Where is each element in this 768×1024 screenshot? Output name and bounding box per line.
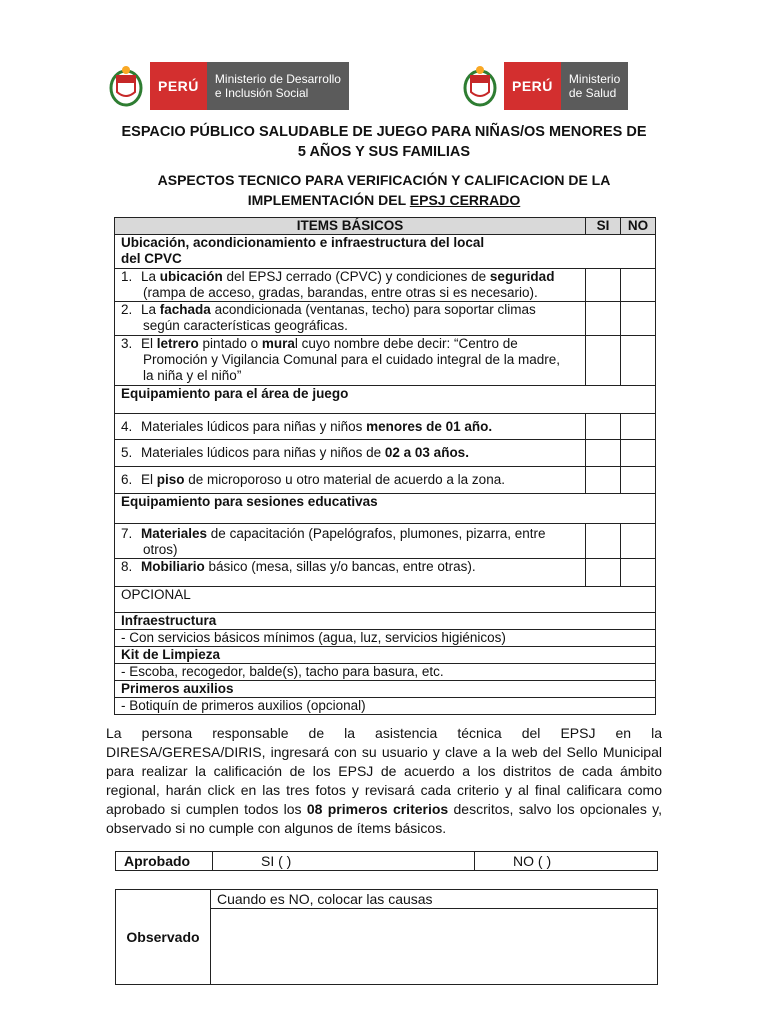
list-item: - Con servicios básicos mínimos (agua, luz, servicios higiénicos)	[115, 630, 656, 647]
table-row: 8. Mobiliario básico (mesa, sillas y/o bancas, entre otras).	[115, 559, 656, 587]
section-heading: Kit de Limpieza	[115, 647, 656, 664]
table-row: 5. Materiales lúdicos para niñas y niños de 02 a 03 años.	[115, 440, 656, 467]
checkbox-no[interactable]	[621, 269, 656, 302]
checkbox-si[interactable]	[586, 414, 621, 440]
table-row: 7. Materiales de capacitación (Papelógrafos, plumones, pizarra, entre otros)	[115, 524, 656, 559]
table-row: 3. El letrero pintado o mural cuyo nombre debe decir: “Centro de Promoción y Vigilancia Comunal para el cuidado integral de la madre, la niña y el niño”	[115, 336, 656, 386]
section-heading: Equipamiento para sesiones educativas	[115, 494, 656, 524]
section-heading: Equipamiento para el área de juego	[115, 386, 656, 414]
observed-hint: Cuando es NO, colocar las causas	[211, 890, 658, 909]
section-heading: Infraestructura	[115, 613, 656, 630]
checkbox-si[interactable]	[586, 440, 621, 467]
ministry-name: Ministerio de Salud	[561, 62, 628, 110]
checkbox-no[interactable]	[621, 467, 656, 494]
checkbox-no[interactable]	[621, 414, 656, 440]
ministry-name: Ministerio de Desarrollo e Inclusión Social	[207, 62, 349, 110]
document-title: ESPACIO PÚBLICO SALUDABLE DE JUEGO PARA NIÑAS/OS MENORES DE 5 AÑOS Y SUS FAMILIAS	[121, 124, 647, 160]
header-no: NO	[621, 218, 656, 235]
checkbox-si[interactable]	[586, 467, 621, 494]
approved-table	[115, 851, 658, 871]
items-table	[114, 217, 656, 715]
peru-brand: PERÚ	[504, 62, 561, 110]
section-heading: Primeros auxilios	[115, 681, 656, 698]
coat-of-arms-icon	[108, 64, 144, 108]
checkbox-no[interactable]	[621, 336, 656, 386]
checkbox-si[interactable]	[586, 302, 621, 336]
checkbox-no[interactable]	[621, 524, 656, 559]
instructions-paragraph: La persona responsable de la asistencia técnica del EPSJ en la DIRESA/GERESA/DIRIS, ingresará con su usuario y clave a la web del Sello Municipal para realizar la calificación de los EPSJ de acuerdo a los distritos de cada ámbito regional, harán click en las tres fotos y revisará cada criterio y al final calificara como aprobado si cumplen todos los 08 primeros criterios descritos, salvo los opcionales y, observado si no cumple con algunos de ítems básicos.	[106, 725, 662, 836]
section-heading: Ubicación, acondicionamiento e infraestructura del local del CPVC	[115, 235, 656, 269]
minsa-logo	[462, 62, 628, 110]
approved-label: Aprobado	[116, 852, 213, 871]
checkbox-si[interactable]	[586, 524, 621, 559]
optional-heading: OPCIONAL	[115, 587, 656, 613]
checkbox-si[interactable]	[586, 559, 621, 587]
observed-label: Observado	[116, 890, 211, 985]
header-items: ITEMS BÁSICOS	[115, 218, 586, 235]
table-row: 4. Materiales lúdicos para niñas y niños menores de 01 año.	[115, 414, 656, 440]
table-row: 2. La fachada acondicionada (ventanas, techo) para soportar climas según características geográficas.	[115, 302, 656, 336]
checkbox-si[interactable]	[586, 336, 621, 386]
checkbox-no[interactable]	[621, 559, 656, 587]
checkbox-no[interactable]	[621, 440, 656, 467]
midis-logo	[108, 62, 349, 110]
peru-brand: PERÚ	[150, 62, 207, 110]
observed-table	[115, 889, 658, 985]
checkbox-no[interactable]	[621, 302, 656, 336]
list-item: - Botiquín de primeros auxilios (opcional)	[115, 698, 656, 715]
list-item: - Escoba, recogedor, balde(s), tacho para basura, etc.	[115, 664, 656, 681]
observed-causes-field[interactable]	[211, 909, 658, 985]
document-subtitle: ASPECTOS TECNICO PARA VERIFICACIÓN Y CALIFICACION DE LA IMPLEMENTACIÓN DEL EPSJ CERRADO	[157, 172, 611, 208]
checkbox-si[interactable]	[586, 269, 621, 302]
approved-si[interactable]: SI ( )	[213, 852, 475, 871]
table-row: 1. La ubicación del EPSJ cerrado (CPVC) y condiciones de seguridad (rampa de acceso, gradas, barandas, entre otras si es necesario).	[115, 269, 656, 302]
table-row: 6. El piso de microporoso u otro material de acuerdo a la zona.	[115, 467, 656, 494]
approved-no[interactable]: NO ( )	[475, 852, 658, 871]
coat-of-arms-icon	[462, 64, 498, 108]
header-si: SI	[586, 218, 621, 235]
